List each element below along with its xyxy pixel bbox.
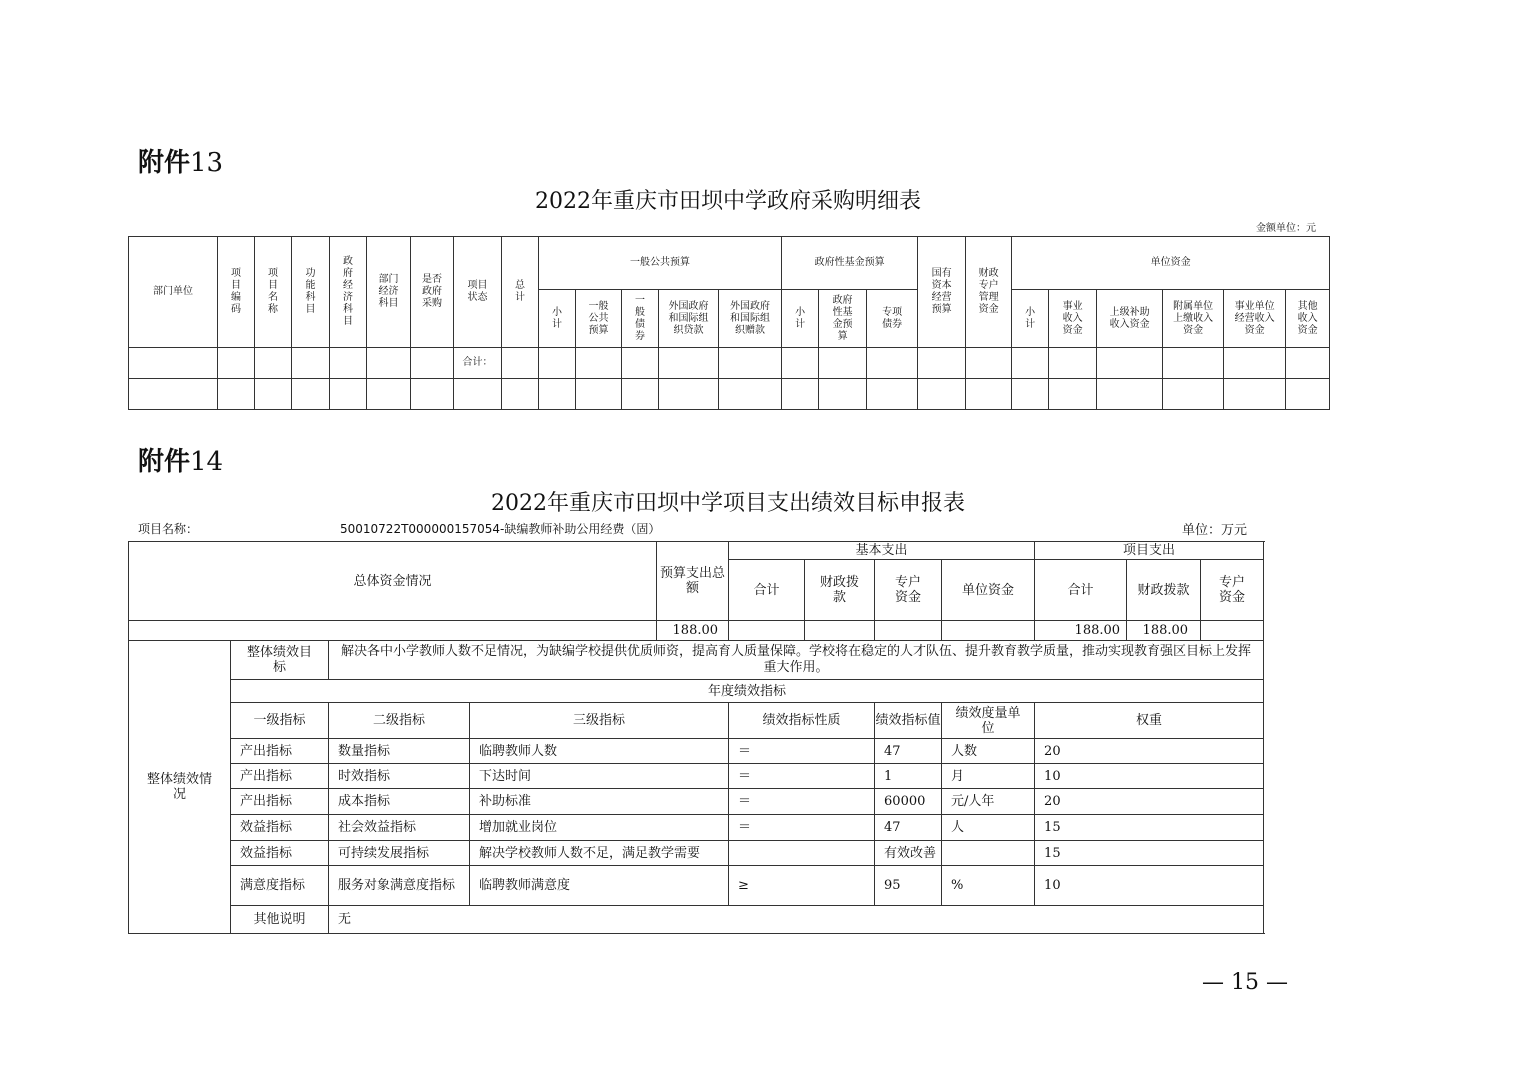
table-row	[129, 841, 1264, 866]
table13-title: 2022年重庆市田坝中学政府采购明细表	[535, 189, 921, 214]
cell-value: 有效改善	[875, 841, 942, 866]
performance-table	[128, 541, 1264, 934]
header-general-sub: 外国政府和国际组织贷款	[659, 290, 719, 348]
cell-value: 1	[875, 764, 942, 789]
table14-unit: 单位：万元	[1182, 523, 1248, 538]
attachment-number: 14	[190, 447, 224, 477]
budget-total-label: 预算支出总额	[657, 542, 729, 621]
cell-nature: ＝	[729, 789, 875, 815]
cell-unit: %	[942, 866, 1035, 906]
header-code: 项目编码	[218, 237, 255, 348]
header-state-capital: 国有资本经营预算	[918, 237, 966, 348]
cell-value: 95	[875, 866, 942, 906]
header-unit-sub: 其他收入资金	[1286, 290, 1330, 348]
cell-level2: 社会效益指标	[329, 815, 470, 841]
project-sub-header: 合计	[1035, 560, 1127, 621]
basic-sub-header: 财政拨款	[805, 560, 875, 621]
other-notes-label: 其他说明	[231, 906, 329, 934]
table-row	[129, 739, 1264, 764]
header-gov-fund-sub: 小计	[782, 290, 819, 348]
cell-level2: 时效指标	[329, 764, 470, 789]
basic-value	[729, 621, 805, 641]
header-general-sub: 一般债券	[622, 290, 659, 348]
header-dept: 部门单位	[129, 237, 218, 348]
header-gov-fund-sub: 政府性基金预算	[819, 290, 867, 348]
header-name: 项目名称	[255, 237, 292, 348]
col-level2: 二级指标	[329, 703, 470, 739]
cell-weight: 15	[1035, 815, 1264, 841]
cell-level1: 满意度指标	[231, 866, 329, 906]
cell-weight: 20	[1035, 739, 1264, 764]
budget-total-value: 188.00	[657, 621, 729, 641]
attachment-14-label	[138, 441, 223, 478]
table14-title: 2022年重庆市田坝中学项目支出绩效目标申报表	[491, 491, 965, 516]
cell-level3: 增加就业岗位	[470, 815, 729, 841]
project-value: 188.00	[1035, 621, 1127, 641]
cell-level1: 效益指标	[231, 841, 329, 866]
other-notes-value: 无	[329, 906, 1264, 934]
cell-nature: ≥	[729, 866, 875, 906]
header-total: 总计	[502, 237, 539, 348]
project-sub-header: 专户资金	[1201, 560, 1264, 621]
cell-weight: 15	[1035, 841, 1264, 866]
cell-level3: 临聘教师满意度	[470, 866, 729, 906]
basic-value	[805, 621, 875, 641]
project-sub-header: 财政拨款	[1127, 560, 1201, 621]
header-status: 项目状态	[454, 237, 502, 348]
cell-weight: 10	[1035, 866, 1264, 906]
project-value: 188.00	[1127, 621, 1201, 641]
attachment-13-label	[138, 142, 223, 179]
cell-nature: ＝	[729, 739, 875, 764]
cell-level2: 可持续发展指标	[329, 841, 470, 866]
cell-unit: 人	[942, 815, 1035, 841]
cell-value: 47	[875, 815, 942, 841]
header-gov-econ: 政府经济科目	[330, 237, 367, 348]
total-label: 合计：	[454, 348, 502, 379]
cell-unit: 月	[942, 764, 1035, 789]
table-row	[129, 764, 1264, 789]
header-func: 功能科目	[292, 237, 330, 348]
header-general-sub: 外国政府和国际组织赠款	[719, 290, 782, 348]
header-unit-sub: 事业收入资金	[1049, 290, 1097, 348]
header-dept-econ: 部门经济科目	[367, 237, 411, 348]
cell-level3: 补助标准	[470, 789, 729, 815]
cell-level2: 数量指标	[329, 739, 470, 764]
project-name-value: 50010722T000000157054-缺编教师补助公用经费（固）	[340, 522, 661, 536]
basic-sub-header: 专户资金	[875, 560, 942, 621]
cell-level3: 临聘教师人数	[470, 739, 729, 764]
basic-expense-label: 基本支出	[729, 542, 1035, 560]
attachment-label-text: 附件	[138, 148, 191, 178]
basic-value	[875, 621, 942, 641]
table-row	[129, 815, 1264, 841]
header-gov-fund-budget: 政府性基金预算	[782, 237, 918, 290]
basic-sub-header: 单位资金	[942, 560, 1035, 621]
header-gov-fund-sub: 专项债券	[867, 290, 918, 348]
project-value	[1201, 621, 1264, 641]
attachment-label-text: 附件	[138, 447, 191, 477]
header-special-fund: 财政专户管理资金	[966, 237, 1012, 348]
cell-level3: 解决学校教师人数不足，满足教学需要	[470, 841, 729, 866]
cell-value: 47	[875, 739, 942, 764]
cell-weight: 10	[1035, 764, 1264, 789]
cell-unit	[942, 841, 1035, 866]
cell-level2: 成本指标	[329, 789, 470, 815]
basic-value	[942, 621, 1035, 641]
cell-level1: 产出指标	[231, 739, 329, 764]
cell-unit: 元/人年	[942, 789, 1035, 815]
header-unit-funds: 单位资金	[1012, 237, 1330, 290]
project-expense-label: 项目支出	[1035, 542, 1264, 560]
cell-unit: 人数	[942, 739, 1035, 764]
table-row	[129, 379, 1330, 410]
page-number: — 15 —	[1202, 970, 1288, 995]
annual-indicators-label: 年度绩效指标	[231, 680, 1264, 703]
cell-level1: 效益指标	[231, 815, 329, 841]
header-general-sub: 小计	[539, 290, 576, 348]
attachment-number: 13	[190, 148, 224, 178]
header-unit-sub: 附属单位上缴收入资金	[1163, 290, 1224, 348]
cell-nature: ＝	[729, 764, 875, 789]
perf-goal-text: 解决各中小学教师人数不足情况，为缺编学校提供优质师资，提高育人质量保障。学校将在稳定的人才队伍、提升教育教学质量，推动实现教育强区目标上发挥重大作用。	[329, 641, 1264, 680]
cell-weight: 20	[1035, 789, 1264, 815]
col-level3: 三级指标	[470, 703, 729, 739]
header-unit-sub: 小计	[1012, 290, 1049, 348]
table-row	[129, 789, 1264, 815]
table-row	[129, 348, 1330, 379]
cell-level2: 服务对象满意度指标	[329, 866, 470, 906]
overall-funds-label: 总体资金情况	[129, 542, 657, 621]
col-unit: 绩效度量单位	[942, 703, 1035, 739]
table-row	[129, 866, 1264, 906]
procurement-table	[128, 236, 1330, 410]
col-weight: 权重	[1035, 703, 1264, 739]
table13-unit: 金额单位：元	[1256, 223, 1316, 234]
cell-level1: 产出指标	[231, 764, 329, 789]
header-unit-sub: 事业单位经营收入资金	[1224, 290, 1286, 348]
project-name-label: 项目名称：	[138, 522, 199, 536]
header-general-budget: 一般公共预算	[539, 237, 782, 290]
basic-sub-header: 合计	[729, 560, 805, 621]
cell-value: 60000	[875, 789, 942, 815]
perf-section-label: 整体绩效情况	[129, 641, 231, 934]
col-nature: 绩效指标性质	[729, 703, 875, 739]
header-is-purchase: 是否政府采购	[411, 237, 454, 348]
cell-level1: 产出指标	[231, 789, 329, 815]
cell-nature	[729, 841, 875, 866]
perf-goal-label: 整体绩效目标	[231, 641, 329, 680]
col-level1: 一级指标	[231, 703, 329, 739]
header-unit-sub: 上级补助收入资金	[1097, 290, 1163, 348]
cell-nature: ＝	[729, 815, 875, 841]
header-general-sub: 一般公共预算	[576, 290, 622, 348]
col-value: 绩效指标值	[875, 703, 942, 739]
cell-level3: 下达时间	[470, 764, 729, 789]
